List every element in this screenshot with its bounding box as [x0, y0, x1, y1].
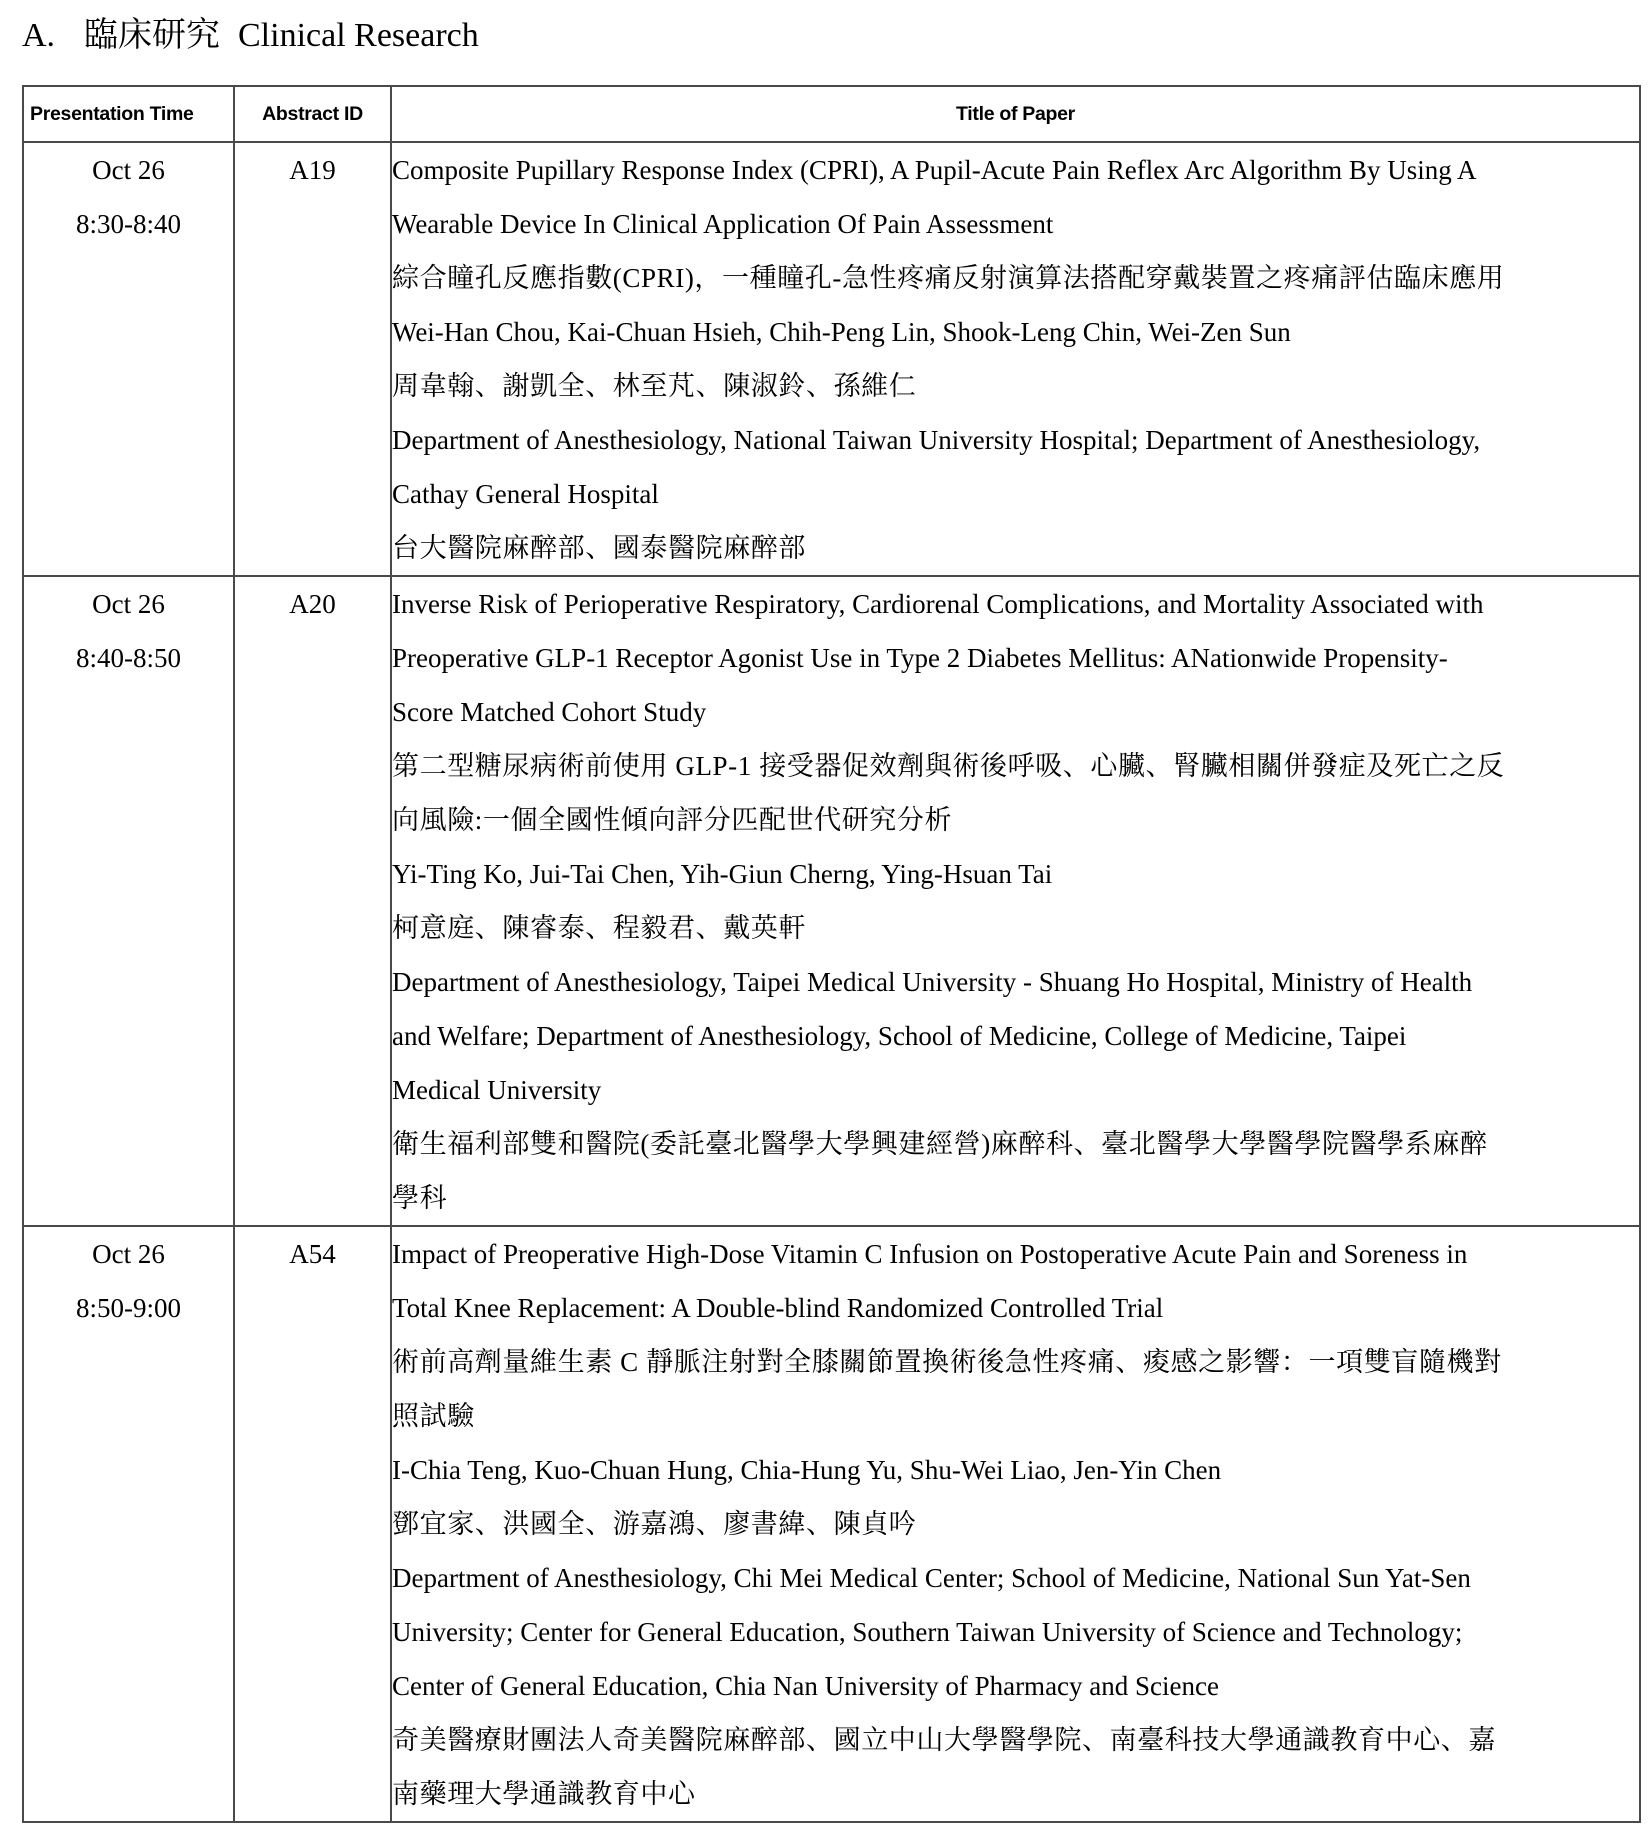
- affiliation-zh-line: 台大醫院麻醉部、國泰醫院麻醉部: [392, 533, 806, 563]
- presentation-date: Oct 26: [92, 155, 165, 185]
- affiliation-en-line: Cathay General Hospital: [392, 479, 659, 509]
- presentation-time-cell: [23, 576, 234, 1226]
- paper-details-cell: [391, 142, 1640, 576]
- abstract-id: A19: [289, 155, 336, 185]
- authors-zh-line: 柯意庭、陳睿泰、程毅君、戴英軒: [392, 913, 806, 943]
- table-row: [23, 142, 1640, 576]
- affiliation-en-line: Department of Anesthesiology, Chi Mei Medical Center; School of Medicine, National Sun Yat-Sen: [392, 1563, 1471, 1593]
- paper-title-zh-line: 術前高劑量維生素 C 靜脈注射對全膝關節置換術後急性疼痛、痠感之影響：一項雙盲隨機對: [392, 1347, 1502, 1377]
- column-header-presentation-time: Presentation Time: [23, 86, 234, 142]
- presentation-time-range: 8:30-8:40: [76, 209, 181, 239]
- paper-details-cell: [391, 576, 1640, 1226]
- paper-title-en-line: Inverse Risk of Perioperative Respiratory, Cardiorenal Complications, and Mortality Associated with: [392, 589, 1484, 619]
- paper-title-en-line: Impact of Preoperative High-Dose Vitamin C Infusion on Postoperative Acute Pain and Soreness in: [392, 1239, 1468, 1269]
- affiliation-zh-line: 南藥理大學通識教育中心: [392, 1779, 696, 1809]
- paper-title-en-line: Score Matched Cohort Study: [392, 697, 707, 727]
- authors-en-line: Yi-Ting Ko, Jui-Tai Chen, Yih-Giun Cherng, Ying-Hsuan Tai: [392, 859, 1053, 889]
- affiliation-zh-line: 學科: [392, 1183, 448, 1213]
- paper-details-cell: [391, 1226, 1640, 1822]
- affiliation-en-line: Center of General Education, Chia Nan University of Pharmacy and Science: [392, 1671, 1219, 1701]
- abstract-id-cell: [234, 142, 391, 576]
- abstract-id-cell: [234, 576, 391, 1226]
- table-row: [23, 1226, 1640, 1822]
- paper-title-zh-line: 第二型糖尿病術前使用 GLP-1 接受器促效劑與術後呼吸、心臟、腎臟相關併發症及死亡之反: [392, 751, 1505, 781]
- affiliation-en-line: Department of Anesthesiology, National Taiwan University Hospital; Department of Anesthesiology,: [392, 425, 1481, 455]
- abstract-id: A54: [289, 1239, 336, 1269]
- affiliation-en-line: and Welfare; Department of Anesthesiology, School of Medicine, College of Medicine, Taipei: [392, 1021, 1407, 1051]
- section-title-zh: 臨床研究: [84, 17, 220, 54]
- section-heading: [22, 8, 479, 64]
- section-title-en: Clinical Research: [238, 17, 479, 54]
- paper-title-en-line: Composite Pupillary Response Index (CPRI), A Pupil-Acute Pain Reflex Arc Algorithm By Using A: [392, 155, 1477, 185]
- column-header-title-of-paper: Title of Paper: [391, 86, 1640, 142]
- authors-en-line: I-Chia Teng, Kuo-Chuan Hung, Chia-Hung Yu, Shu-Wei Liao, Jen-Yin Chen: [392, 1455, 1222, 1485]
- paper-title-en-line: Preoperative GLP-1 Receptor Agonist Use in Type 2 Diabetes Mellitus: ANationwide Propensity-: [392, 643, 1448, 673]
- table-row: [23, 576, 1640, 1226]
- column-header-abstract-id: Abstract ID: [234, 86, 391, 142]
- presentation-time-cell: [23, 142, 234, 576]
- abstract-id: A20: [289, 589, 336, 619]
- abstract-id-cell: [234, 1226, 391, 1822]
- presentation-time-cell: [23, 1226, 234, 1822]
- affiliation-zh-line: 奇美醫療財團法人奇美醫院麻醉部、國立中山大學醫學院、南臺科技大學通識教育中心、嘉: [392, 1725, 1496, 1755]
- paper-title-zh-line: 照試驗: [392, 1401, 475, 1431]
- paper-title-zh-line: 綜合瞳孔反應指數(CPRI)，一種瞳孔-急性疼痛反射演算法搭配穿戴裝置之疼痛評估臨床應用: [392, 263, 1505, 293]
- authors-en-line: Wei-Han Chou, Kai-Chuan Hsieh, Chih-Peng Lin, Shook-Leng Chin, Wei-Zen Sun: [392, 317, 1291, 347]
- paper-title-zh-line: 向風險:一個全國性傾向評分匹配世代研究分析: [392, 805, 953, 835]
- affiliation-zh-line: 衛生福利部雙和醫院(委託臺北醫學大學興建經營)麻醉科、臺北醫學大學醫學院醫學系麻醉: [392, 1129, 1488, 1159]
- table-header-row: [23, 86, 1640, 142]
- affiliation-en-line: Department of Anesthesiology, Taipei Medical University - Shuang Ho Hospital, Ministry of Health: [392, 967, 1473, 997]
- paper-title-en-line: Total Knee Replacement: A Double-blind Randomized Controlled Trial: [392, 1293, 1164, 1323]
- section-letter: A.: [22, 17, 56, 54]
- presentation-time-range: 8:50-9:00: [76, 1293, 181, 1323]
- authors-zh-line: 鄧宜家、洪國全、游嘉鴻、廖書緯、陳貞吟: [392, 1509, 917, 1539]
- paper-title-en-line: Wearable Device In Clinical Application Of Pain Assessment: [392, 209, 1054, 239]
- presentation-time-range: 8:40-8:50: [76, 643, 181, 673]
- presentation-date: Oct 26: [92, 589, 165, 619]
- authors-zh-line: 周韋翰、謝凱全、林至芃、陳淑鈴、孫維仁: [392, 371, 917, 401]
- affiliation-en-line: University; Center for General Education, Southern Taiwan University of Science and Technology;: [392, 1617, 1463, 1647]
- presentation-schedule-table: [22, 85, 1641, 1823]
- presentation-date: Oct 26: [92, 1239, 165, 1269]
- affiliation-en-line: Medical University: [392, 1075, 602, 1105]
